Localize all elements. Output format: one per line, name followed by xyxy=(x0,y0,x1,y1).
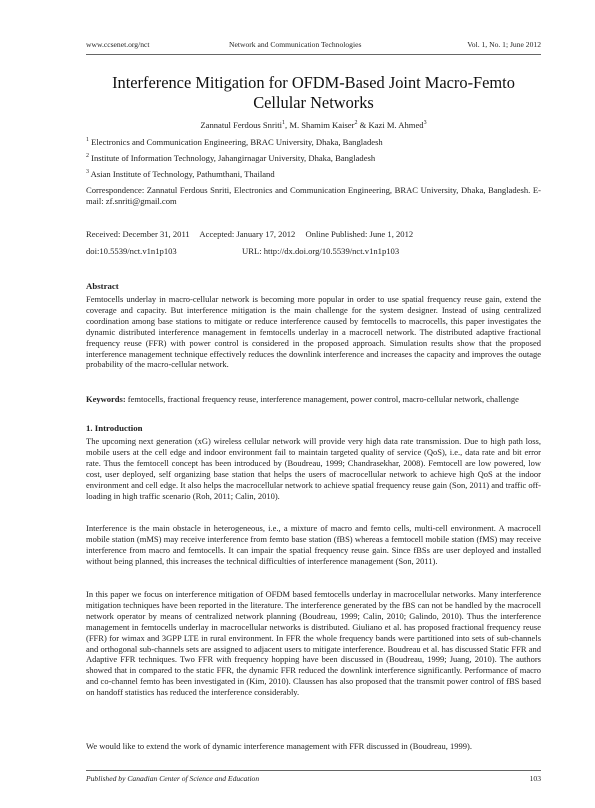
affiliation-number: 2 xyxy=(86,153,89,160)
body-paragraph: In this paper we focus on interference mitigation of OFDM based femtocells underlay in macrocellular networks. Many interference mitigation techniques have been reported in the literature. The interference generated by the fBS can not be handled by the macrocell network operator by means of centralized network planning (Boudreau, 1999; Calin, 2010; Galindo, 2010). Thus the interference management in femtocells underlay in macrocellular networks is distributed. Giuliano et al. has proposed fractional frequency reuse (FFR) for wimax and 3GPP LTE in rural environment. In FFR the whole frequency bands were partitioned into sets of sub-channels and orthogonal sub-channels sets are assigned to adjacent users to mitigate interference. Boudreau et al. has discussed Static FFR and Adaptive FFR techniques. Two FFR with frequency hopping have been discussed in (Boudreau, 1999; Juang, 2010). The authors showed that in compared to the static FFR, the dynamic FFR reduced the downlink interference significantly. Performance of macro and co-channel femto has been investigated in (Kim, 2010). Claussen has also proposed that the transmit power control of fBS based on handoff statistics has reduced the interference considerably. xyxy=(86,589,541,698)
affiliation-text: Electronics and Communication Engineering, BRAC University, Dhaka, Bangladesh xyxy=(89,137,383,147)
affiliation xyxy=(86,137,541,148)
keywords-text: femtocells, fractional frequency reuse, interference management, power control, macro-cellular network, challenge xyxy=(125,394,519,404)
doi-url[interactable]: URL: http://dx.doi.org/10.5539/nct.v1n1p103 xyxy=(242,246,400,256)
affiliation-text: Asian Institute of Technology, Pathumthani, Thailand xyxy=(89,169,275,179)
doi-line xyxy=(86,246,400,256)
running-header xyxy=(86,40,541,55)
body-paragraph: Interference is the main obstacle in heterogeneous, i.e., a mixture of macro and femto cells, multi-cell environment. A macrocell mobile station (mMS) may receive interference from femto base station (fBS) whereas a femtocell mobile station (fMS) may receive interference from macro and femtocells. It can impair the spatial frequency reuse gain. Since fBSs are user deployed and installed without being planned, this increases the technical difficulties of interference management (Son, 2011). xyxy=(86,523,541,566)
paper-title: Interference Mitigation for OFDM-Based Joint Macro-Femto Cellular Networks xyxy=(112,73,515,112)
section-heading: 1. Introduction xyxy=(86,423,143,433)
publication-dates xyxy=(86,229,421,239)
author-name: Kazi M. Ahmed xyxy=(368,120,424,130)
received-date: Received: December 31, 2011 xyxy=(86,229,190,239)
volume-info: Vol. 1, No. 1; June 2012 xyxy=(467,40,541,49)
published-date: Online Published: June 1, 2012 xyxy=(305,229,414,239)
author-separator: , xyxy=(285,120,290,130)
affiliation-number: 3 xyxy=(86,169,89,176)
affiliation-text: Institute of Information Technology, Jahangirnagar University, Dhaka, Bangladesh xyxy=(89,153,376,163)
page-number: 103 xyxy=(529,774,541,783)
doi: doi:10.5539/nct.v1n1p103 xyxy=(86,246,177,256)
keywords-label: Keywords: xyxy=(86,394,126,404)
author-affiliation-mark: 1 xyxy=(282,120,286,127)
page-footer xyxy=(86,770,541,785)
keywords xyxy=(86,394,541,405)
publisher: Published by Canadian Center of Science and Education xyxy=(86,774,260,783)
body-paragraph: The upcoming next generation (xG) wireless cellular network will provide very high data rate transmission. Due to high path loss, mobile users at the cell edge and indoor environment fail to maintain targeted quality of service (QoS), i.e., data rate and bit error rate. Thus the femtocell concept has been introduced by (Boudreau, 1999; Chandrasekhar, 2008). Femtocell are low powered, low cost, user deployed, self organizing base station that helps the users of macrocellular network to achieve high QoS at the indoor environment and cell edge. It also helps the macrocellular network to achieve spatial frequency reuse gain (Son, 2011) and traffic off-loading in high traffic scenario (Roh, 2011; Calin, 2010). xyxy=(86,436,541,501)
affiliation xyxy=(86,153,541,164)
affiliation-number: 1 xyxy=(86,137,89,144)
author-affiliation-mark: 2 xyxy=(354,120,358,127)
accepted-date: Accepted: January 17, 2012 xyxy=(199,229,296,239)
body-paragraph: We would like to extend the work of dynamic interference management with FFR discussed in (Boudreau, 1999). xyxy=(86,741,472,751)
journal-url: www.ccsenet.org/nct xyxy=(86,40,150,49)
author-affiliation-mark: 3 xyxy=(423,120,427,127)
author-separator: & xyxy=(357,120,369,130)
correspondence: Correspondence: Zannatul Ferdous Snriti, Electronics and Communication Engineering, BRAC University, Dhaka, Bangladesh. E-mail: zf.snriti@gmail.com xyxy=(86,185,541,206)
abstract-heading: Abstract xyxy=(86,281,119,291)
author-name: M. Shamim Kaiser xyxy=(289,120,355,130)
author-list xyxy=(86,120,541,130)
abstract-text: Femtocells underlay in macro-cellular network is becoming more popular in order to use spatial frequency reuse gain, extend the coverage and capacity. But interference mitigation is the main challenge for the system designer. Instead of using centralized coordination among base stations to mitigate or reduce interference caused by femtocells to macrocells, this paper investigates the dynamic distributed interference management in femtocells underlay in a macrocell network. The distributed adaptive fractional frequency reuse (FFR) with power control is considered in the proposed approach. Simulation results show that the proposed interference management technique effectively reduces the downlink interference and increases the capacity and improves the outage probability of the macro-cellular network. xyxy=(86,294,541,370)
affiliation xyxy=(86,169,541,180)
author-name: Zannatul Ferdous Snriti xyxy=(200,120,283,130)
journal-name: Network and Communication Technologies xyxy=(229,40,362,49)
